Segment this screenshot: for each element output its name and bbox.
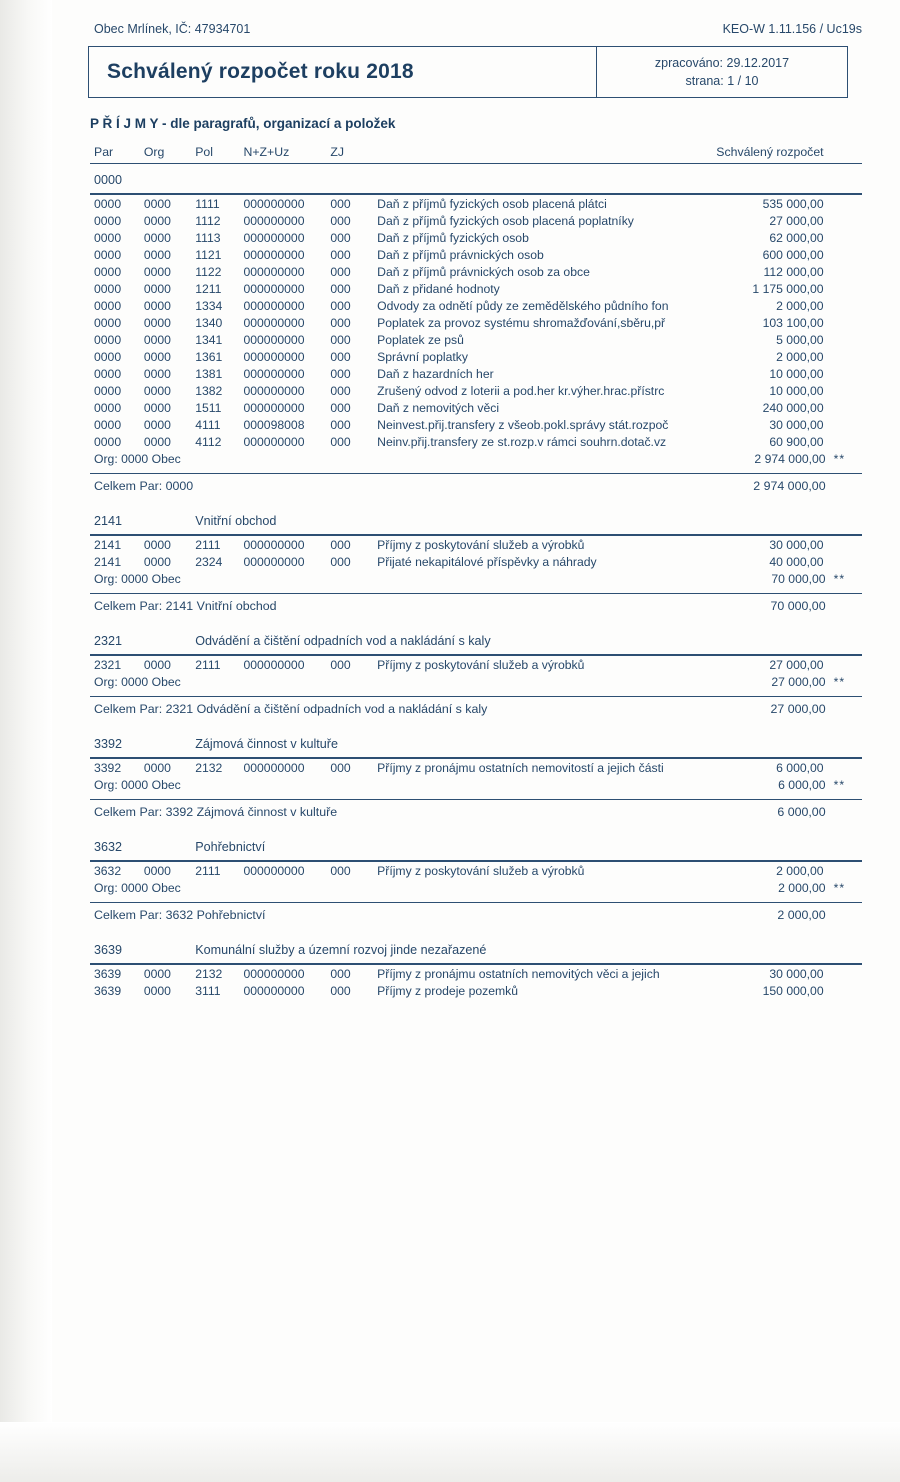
org-label: Org: 0000 Obec	[94, 451, 181, 466]
cell-zj: 000	[330, 966, 351, 981]
table-row	[90, 758, 862, 776]
cell-zj: 000	[330, 400, 351, 415]
cell-par: 0000	[94, 366, 122, 381]
cell-par: 0000	[94, 400, 122, 415]
section-name: Vnitřní obchod	[195, 514, 277, 528]
section-code: 0000	[94, 173, 123, 187]
total-label: Celkem Par: 3632 Pohřebnictví	[94, 908, 266, 922]
org-amount: 2 974 000,00	[754, 451, 826, 466]
cell-par: 0000	[94, 264, 122, 279]
cell-zj: 000	[330, 863, 351, 878]
cell-pol: 2111	[195, 657, 221, 672]
table-row	[90, 229, 862, 246]
cell-text: Daň z příjmů právnických osob za obce	[377, 264, 590, 279]
cell-pol: 1112	[195, 213, 221, 228]
document-content	[60, 22, 868, 999]
table-row	[90, 399, 862, 416]
table-row	[90, 194, 862, 212]
cell-org: 0000	[143, 434, 171, 449]
cell-par: 0000	[94, 213, 122, 228]
cell-org: 0000	[143, 417, 171, 432]
org-subtotal-row	[90, 450, 862, 467]
org-amount: 2 000,00	[778, 880, 826, 895]
org-stars: **	[833, 571, 846, 586]
cell-org: 0000	[143, 366, 171, 381]
cell-star	[830, 964, 862, 982]
cell-amount: 2 000,00	[776, 349, 824, 364]
org-subtotal-row	[90, 776, 862, 793]
cell-star	[830, 535, 862, 553]
table-row	[90, 365, 862, 382]
cell-amount: 1 175 000,00	[752, 281, 824, 296]
column-header-text	[373, 145, 702, 162]
cell-nzuz: 000000000	[243, 657, 305, 672]
cell-pol: 1122	[195, 264, 222, 279]
column-header-amount: Schválený rozpočet	[716, 145, 824, 159]
cell-amount: 5 000,00	[776, 332, 824, 347]
cell-org: 0000	[143, 383, 171, 398]
total-amount: 2 974 000,00	[753, 479, 826, 493]
cell-amount: 30 000,00	[769, 537, 824, 552]
cell-org: 0000	[143, 247, 171, 262]
cell-par: 0000	[94, 434, 122, 449]
org-label: Org: 0000 Obec	[94, 880, 181, 895]
section-code: 3632	[94, 840, 123, 854]
cell-org: 0000	[143, 983, 171, 998]
section-code: 3392	[94, 737, 123, 751]
cell-pol: 2132	[195, 966, 223, 981]
cell-zj: 000	[330, 434, 351, 449]
cell-zj: 000	[330, 537, 351, 552]
cell-zj: 000	[330, 332, 351, 347]
cell-pol: 1121	[195, 247, 222, 262]
table-row	[90, 861, 862, 879]
cell-zj: 000	[330, 315, 351, 330]
cell-par: 0000	[94, 298, 122, 313]
cell-amount: 27 000,00	[769, 657, 824, 672]
org-subtotal-row	[90, 673, 862, 690]
cell-nzuz: 000000000	[243, 247, 305, 262]
document-header-row	[60, 22, 868, 36]
cell-pol: 2132	[195, 760, 223, 775]
cell-nzuz: 000000000	[243, 760, 305, 775]
cell-org: 0000	[143, 196, 171, 211]
page-title: Schválený rozpočet roku 2018	[107, 60, 414, 83]
total-label: Celkem Par: 0000	[94, 479, 194, 493]
cell-par: 2141	[94, 537, 122, 552]
cell-nzuz: 000000000	[243, 196, 305, 211]
cell-zj: 000	[330, 657, 351, 672]
organization-line: Obec Mrlínek, IČ: 47934701	[94, 22, 251, 36]
table-row	[90, 263, 862, 280]
cell-par: 0000	[94, 315, 122, 330]
org-label: Org: 0000 Obec	[94, 571, 181, 586]
cell-nzuz: 000098008	[243, 417, 305, 432]
cell-pol: 1111	[195, 196, 220, 211]
org-label: Org: 0000 Obec	[94, 777, 181, 792]
cell-text: Daň z příjmů fyzických osob placená plátci	[377, 196, 607, 211]
section-name: Komunální služby a územní rozvoj jinde nezařazené	[195, 943, 487, 957]
cell-par: 0000	[94, 332, 122, 347]
cell-star	[830, 297, 862, 314]
cell-pol: 2324	[195, 554, 223, 569]
section-name: Zájmová činnost v kultuře	[195, 737, 338, 751]
cell-amount: 10 000,00	[769, 383, 824, 398]
cell-pol: 3111	[195, 983, 221, 998]
cell-text: Odvody za odnětí půdy ze zemědělského půdního fon	[377, 298, 669, 313]
cell-star	[830, 194, 862, 212]
cell-par: 0000	[94, 383, 122, 398]
cell-pol: 1211	[195, 281, 222, 296]
cell-zj: 000	[330, 983, 351, 998]
cell-star	[830, 280, 862, 297]
cell-par: 3632	[94, 863, 122, 878]
cell-text: Daň z příjmů právnických osob	[377, 247, 544, 262]
cell-star	[830, 263, 862, 280]
column-header-nzuz: N+Z+Uz	[243, 145, 290, 159]
cell-pol: 2111	[195, 537, 221, 552]
cell-pol: 1381	[195, 366, 223, 381]
cell-star	[830, 416, 862, 433]
cell-zj: 000	[330, 349, 351, 364]
org-amount: 27 000,00	[771, 674, 826, 689]
cell-pol: 1341	[195, 332, 223, 347]
scan-edge-bottom	[0, 1422, 900, 1482]
table-row	[90, 331, 862, 348]
cell-nzuz: 000000000	[243, 315, 305, 330]
cell-amount: 30 000,00	[769, 417, 824, 432]
cell-org: 0000	[143, 332, 171, 347]
cell-text: Příjmy z poskytování služeb a výrobků	[377, 657, 585, 672]
org-stars: **	[833, 674, 846, 689]
cell-amount: 10 000,00	[769, 366, 824, 381]
total-amount: 27 000,00	[770, 702, 826, 716]
cell-amount: 103 100,00	[762, 315, 824, 330]
cell-text: Neinv.přij.transfery ze st.rozp.v rámci souhrn.dotač.vz	[377, 434, 667, 449]
cell-nzuz: 000000000	[243, 966, 305, 981]
cell-zj: 000	[330, 247, 351, 262]
processed-date: zpracováno: 29.12.2017	[654, 55, 790, 70]
cell-org: 0000	[143, 349, 171, 364]
cell-amount: 535 000,00	[762, 196, 824, 211]
cell-text: Příjmy z pronájmu ostatních nemovitostí a jejich části	[377, 760, 664, 775]
cell-nzuz: 000000000	[243, 434, 305, 449]
cell-star	[830, 365, 862, 382]
org-amount: 70 000,00	[771, 571, 826, 586]
cell-org: 0000	[143, 213, 171, 228]
org-stars: **	[833, 777, 846, 792]
total-amount: 2 000,00	[777, 908, 826, 922]
cell-star	[830, 433, 862, 450]
table-row	[90, 297, 862, 314]
cell-zj: 000	[330, 196, 351, 211]
cell-text: Poplatek za provoz systému shromažďování,sběru,př	[377, 315, 666, 330]
cell-pol: 1361	[195, 349, 223, 364]
section-name: Pohřebnictví	[195, 840, 266, 854]
cell-zj: 000	[330, 366, 351, 381]
column-header-zj: ZJ	[330, 145, 345, 159]
cell-par: 0000	[94, 281, 122, 296]
cell-star	[830, 861, 862, 879]
cell-pol: 1334	[195, 298, 223, 313]
table-row	[90, 280, 862, 297]
cell-pol: 2111	[195, 863, 221, 878]
cell-star	[830, 348, 862, 365]
cell-org: 0000	[143, 760, 171, 775]
cell-star	[830, 655, 862, 673]
cell-nzuz: 000000000	[243, 281, 305, 296]
cell-nzuz: 000000000	[243, 383, 305, 398]
cell-amount: 40 000,00	[769, 554, 824, 569]
column-header-par: Par	[94, 145, 114, 159]
cell-amount: 6 000,00	[776, 760, 824, 775]
section-title-row	[90, 831, 862, 859]
table-row	[90, 553, 862, 570]
title-meta	[596, 47, 847, 97]
cell-amount: 30 000,00	[769, 966, 824, 981]
cell-amount: 2 000,00	[776, 298, 824, 313]
cell-nzuz: 000000000	[243, 298, 305, 313]
section-total-row	[90, 903, 862, 926]
cell-zj: 000	[330, 281, 351, 296]
total-label: Celkem Par: 2141 Vnitřní obchod	[94, 599, 277, 613]
cell-par: 3639	[94, 966, 122, 981]
cell-star	[830, 553, 862, 570]
cell-org: 0000	[143, 281, 171, 296]
section-total-row	[90, 594, 862, 617]
cell-text: Daň z hazardních her	[377, 366, 494, 381]
table-row	[90, 964, 862, 982]
table-row	[90, 382, 862, 399]
cell-text: Přijaté nekapitálové příspěvky a náhrady	[377, 554, 597, 569]
section-total-row	[90, 474, 862, 497]
section-code: 2141	[94, 514, 123, 528]
cell-org: 0000	[143, 863, 171, 878]
cell-pol: 1340	[195, 315, 223, 330]
cell-star	[830, 314, 862, 331]
cell-nzuz: 000000000	[243, 349, 305, 364]
cell-org: 0000	[143, 264, 171, 279]
cell-nzuz: 000000000	[243, 863, 305, 878]
cell-amount: 2 000,00	[776, 863, 824, 878]
cell-pol: 4111	[195, 417, 221, 432]
cell-zj: 000	[330, 760, 351, 775]
cell-text: Neinvest.přij.transfery z všeob.pokl.správy stát.rozpoč	[377, 417, 669, 432]
table-header-row	[90, 145, 862, 162]
cell-text: Daň z přidané hodnoty	[377, 281, 500, 296]
cell-org: 0000	[143, 657, 171, 672]
table-row	[90, 314, 862, 331]
section-subtitle: P Ř Í J M Y - dle paragrafů, organizací a položek	[90, 116, 396, 131]
cell-star	[830, 982, 862, 999]
cell-star	[830, 246, 862, 263]
table-row	[90, 212, 862, 229]
cell-text: Správní poplatky	[377, 349, 468, 364]
cell-par: 3392	[94, 760, 122, 775]
cell-nzuz: 000000000	[243, 554, 305, 569]
cell-par: 0000	[94, 230, 122, 245]
title-box	[88, 46, 848, 98]
cell-amount: 112 000,00	[763, 264, 824, 279]
table-row	[90, 535, 862, 553]
cell-par: 2321	[94, 657, 122, 672]
cell-nzuz: 000000000	[243, 230, 305, 245]
cell-zj: 000	[330, 417, 351, 432]
total-label: Celkem Par: 3392 Zájmová činnost v kultuře	[94, 805, 338, 819]
cell-text: Příjmy z poskytování služeb a výrobků	[377, 537, 585, 552]
total-amount: 6 000,00	[777, 805, 826, 819]
section-title-row	[90, 505, 862, 533]
cell-star	[830, 229, 862, 246]
scan-edge-left	[0, 0, 52, 1482]
total-amount: 70 000,00	[770, 599, 826, 613]
cell-pol: 4112	[195, 434, 222, 449]
cell-text: Daň z příjmů fyzických osob	[377, 230, 529, 245]
cell-pol: 1382	[195, 383, 223, 398]
table-row	[90, 246, 862, 263]
cell-pol: 1511	[195, 400, 222, 415]
cell-org: 0000	[143, 315, 171, 330]
cell-amount: 27 000,00	[769, 213, 824, 228]
cell-amount: 240 000,00	[762, 400, 824, 415]
cell-zj: 000	[330, 264, 351, 279]
cell-text: Příjmy z pronájmu ostatních nemovitých věci a jejich	[377, 966, 660, 981]
cell-nzuz: 000000000	[243, 366, 305, 381]
cell-amount: 62 000,00	[769, 230, 824, 245]
org-amount: 6 000,00	[778, 777, 826, 792]
section-total-row	[90, 800, 862, 823]
cell-nzuz: 000000000	[243, 983, 305, 998]
budget-table-body	[90, 145, 862, 999]
cell-pol: 1113	[195, 230, 221, 245]
cell-star	[830, 212, 862, 229]
section-title-row	[90, 164, 862, 193]
cell-amount: 60 900,00	[769, 434, 824, 449]
cell-zj: 000	[330, 298, 351, 313]
cell-par: 0000	[94, 196, 122, 211]
table-row	[90, 416, 862, 433]
cell-amount: 600 000,00	[762, 247, 824, 262]
software-version: KEO-W 1.11.156 / Uc19s	[722, 22, 862, 36]
section-total-row	[90, 697, 862, 720]
cell-zj: 000	[330, 383, 351, 398]
cell-star	[830, 331, 862, 348]
column-header-star	[830, 145, 862, 162]
table-row	[90, 982, 862, 999]
section-title-row	[90, 625, 862, 653]
section-name: Odvádění a čištění odpadních vod a nakládání s kaly	[195, 634, 491, 648]
cell-text: Příjmy z prodeje pozemků	[377, 983, 519, 998]
section-title-row	[90, 934, 862, 962]
cell-star	[830, 399, 862, 416]
cell-par: 0000	[94, 349, 122, 364]
org-subtotal-row	[90, 570, 862, 587]
cell-zj: 000	[330, 213, 351, 228]
cell-amount: 150 000,00	[762, 983, 824, 998]
cell-org: 0000	[143, 966, 171, 981]
page-number: strana: 1 / 10	[685, 74, 759, 88]
cell-org: 0000	[143, 298, 171, 313]
cell-text: Daň z nemovitých věci	[377, 400, 500, 415]
cell-nzuz: 000000000	[243, 213, 305, 228]
column-header-org: Org	[143, 145, 165, 159]
cell-nzuz: 000000000	[243, 264, 305, 279]
cell-par: 3639	[94, 983, 122, 998]
cell-star	[830, 758, 862, 776]
cell-par: 2141	[94, 554, 122, 569]
cell-text: Zrušený odvod z loterii a pod.her kr.výher.hrac.přístrc	[377, 383, 665, 398]
section-code: 3639	[94, 943, 123, 957]
cell-org: 0000	[143, 537, 171, 552]
cell-org: 0000	[143, 554, 171, 569]
cell-text: Poplatek ze psů	[377, 332, 464, 347]
cell-zj: 000	[330, 554, 351, 569]
table-row	[90, 348, 862, 365]
cell-text: Daň z příjmů fyzických osob placená poplatníky	[377, 213, 634, 228]
org-stars: **	[833, 451, 846, 466]
cell-zj: 000	[330, 230, 351, 245]
section-code: 2321	[94, 634, 123, 648]
cell-nzuz: 000000000	[243, 332, 305, 347]
cell-text: Příjmy z poskytování služeb a výrobků	[377, 863, 585, 878]
cell-org: 0000	[143, 400, 171, 415]
cell-star	[830, 382, 862, 399]
column-header-pol: Pol	[195, 145, 213, 159]
org-stars: **	[833, 880, 846, 895]
section-title-row	[90, 728, 862, 756]
table-row	[90, 655, 862, 673]
cell-par: 0000	[94, 417, 122, 432]
budget-table	[90, 145, 862, 999]
cell-nzuz: 000000000	[243, 400, 305, 415]
org-subtotal-row	[90, 879, 862, 896]
cell-nzuz: 000000000	[243, 537, 305, 552]
total-label: Celkem Par: 2321 Odvádění a čištění odpadních vod a nakládání s kaly	[94, 702, 488, 716]
cell-par: 0000	[94, 247, 122, 262]
org-label: Org: 0000 Obec	[94, 674, 181, 689]
cell-org: 0000	[143, 230, 171, 245]
table-row	[90, 433, 862, 450]
